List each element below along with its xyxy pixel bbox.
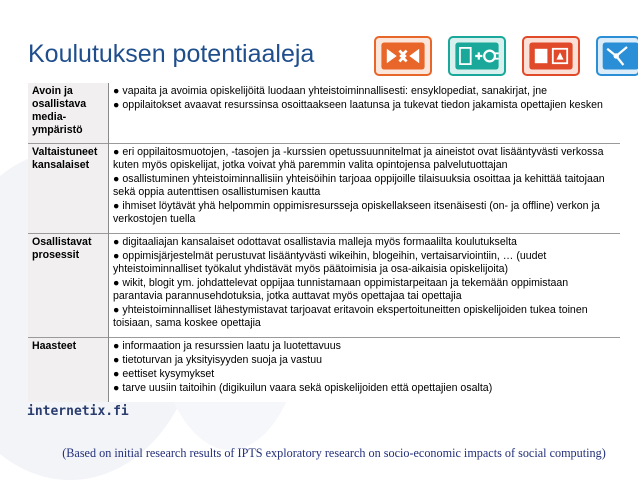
bullet-item [113, 99, 616, 112]
bullet-text: tarve uusiin taitoihin (digikuilun vaara sekä opiskelijoiden että opettajien osalta) [122, 382, 493, 394]
bullet-item [113, 368, 616, 381]
bullet-mark: ● [113, 304, 120, 316]
bullet-item [113, 200, 616, 226]
bullet-item [113, 340, 616, 353]
bullet-mark: ● [113, 146, 120, 158]
bullet-mark: ● [113, 382, 120, 394]
table-row [28, 144, 620, 234]
bullet-item [113, 354, 616, 367]
row-content [109, 144, 621, 234]
row-label: Avoin ja osallistava media-ympäristö [28, 83, 109, 144]
bullet-mark: ● [113, 99, 120, 111]
bullet-mark: ● [113, 368, 120, 380]
table-row [28, 83, 620, 144]
bullet-item [113, 146, 616, 172]
bullet-mark: ● [113, 250, 120, 262]
bullet-item [113, 85, 616, 98]
watermark-logo: internetix.fi [27, 404, 129, 419]
plus-equals-icon [448, 36, 506, 76]
bullet-mark: ● [113, 340, 120, 352]
row-label: Osallistavat prosessit [28, 234, 109, 338]
bullet-item [113, 382, 616, 395]
icon-bar [374, 36, 638, 78]
potentials-table [28, 83, 620, 402]
bullet-item [113, 277, 616, 303]
bullet-text: oppilaitokset avaavat resurssinsa osoittaakseen laatunsa ja tukevat tiedon jakamista opettajien kesken [122, 99, 603, 111]
bullet-text: osallistuminen yhteistoiminnallisiin yhteisöihin tarjoaa oppijoille tilaisuuksia osoittaa ja kehittää taitojaan sekä oppia autenttisen osallistumisen kautta [113, 173, 605, 198]
bullet-item [113, 173, 616, 199]
row-label: Haasteet [28, 338, 109, 403]
bullet-item [113, 304, 616, 330]
source-footnote: (Based on initial research results of IPTS exploratory research on socio-economic impacts of social computing) [62, 446, 606, 460]
bullet-mark: ● [113, 200, 120, 212]
bullet-text: informaation ja resurssien laatu ja luotettavuus [122, 340, 341, 352]
bullet-item [113, 250, 616, 276]
row-content [109, 234, 621, 338]
bullet-text: yhteistoiminnalliset lähestymistavat tarjoavat eritavoin ekspertoituneitten opiskelijoiden tukea toinen toisiaan, sama koskee opettajia [113, 304, 588, 329]
bullet-text: ihmiset löytävät yhä helpommin oppimisresursseja opiskellakseen itsenäisesti (on- ja offline) verkon ja verkostojen tuella [113, 200, 600, 225]
bullet-text: vapaita ja avoimia opiskelijöitä luodaan yhteistoiminnallisesti: ensyklopediat, sanakirjat, jne [122, 85, 547, 97]
row-content [109, 83, 621, 144]
bullet-text: eettiset kysymykset [122, 368, 215, 380]
row-label: Valtaistuneet kansalaiset [28, 144, 109, 234]
bullet-mark: ● [113, 236, 120, 248]
bullet-mark: ● [113, 277, 120, 289]
bullet-item [113, 236, 616, 249]
bullet-text: eri oppilaitosmuotojen, -tasojen ja -kurssien opetussuunnitelmat ja aineistot ovat lisääntyvästi verkossa kuten myös opiskelijat, jotka voivat yhä paremmin valita opintojensa palvelutuottajan [113, 146, 604, 171]
arrows-icon [374, 36, 432, 76]
table-row [28, 338, 620, 403]
network-icon [596, 36, 638, 76]
bullet-text: tietoturvan ja yksityisyyden suoja ja vastuu [122, 354, 323, 366]
bullet-mark: ● [113, 173, 120, 185]
bullet-mark: ● [113, 354, 120, 366]
table-row [28, 234, 620, 338]
page-title: Koulutuksen potentiaaleja [28, 40, 315, 68]
bullet-mark: ● [113, 85, 120, 97]
bullet-text: digitaaliajan kansalaiset odottavat osallistavia malleja myös formaalilta koulutukselta [122, 236, 517, 248]
bullet-text: oppimisjärjestelmät perustuvat lisääntyvästi wikeihin, blogeihin, vertaisarviointiin, … (uudet yhteistoiminnalliset työkalut yhdistävät myös päätoimisia ja osa-aikaisia opiskelijoita) [113, 250, 547, 275]
row-content [109, 338, 621, 403]
media-icon [522, 36, 580, 76]
bullet-text: wikit, blogit ym. johdattelevat oppijaa tunnistamaan oppimistarpeitaan ja tekemään oppimistaan parantavia parannusehdotuksia, jotka auttavat myös opettajaa tai opettajia [113, 277, 569, 302]
